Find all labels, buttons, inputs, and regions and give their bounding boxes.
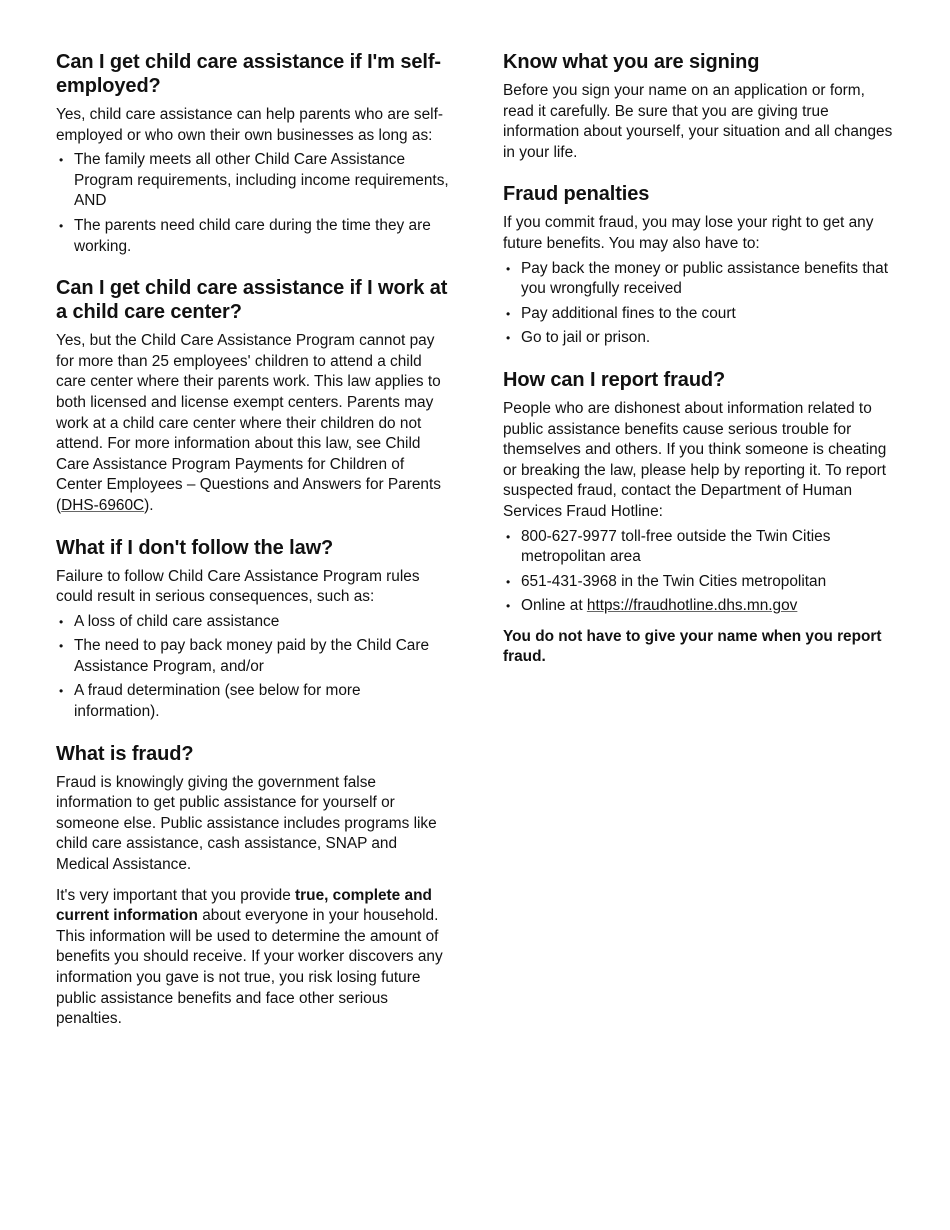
- section-what-is-fraud: [56, 742, 450, 1030]
- self-employed-intro: Yes, child care assistance can help parents who are self-employed or who own their own businesses as long as:: [56, 106, 443, 144]
- heading-child-care-center: Can I get child care assistance if I work at a child care center?: [56, 277, 448, 324]
- list-item: • Pay back the money or public assistance benefits that you wrongfully received: [503, 259, 897, 300]
- follow-law-intro: Failure to follow Child Care Assistance Program rules could result in serious consequences, such as:: [56, 567, 420, 606]
- list-item: • The family meets all other Child Care Assistance Program requirements, including income requirements, AND: [56, 150, 450, 212]
- right-column: [503, 50, 897, 687]
- list-item-online: [503, 596, 897, 617]
- heading-what-is-fraud: What is fraud?: [56, 742, 194, 765]
- list-item: • Go to jail or prison.: [503, 328, 897, 349]
- fraud-definition: Fraud is knowingly giving the government false information to get public assistance for yourself or someone else. Public assistance includes programs like child care assistance, cash assistance, SNAP and Medical Assistance.: [56, 773, 437, 874]
- know-signing-body: Before you sign your name on an application or form, read it carefully. Be sure that you are giving true information about yourself, your situation and all changes in your life.: [503, 82, 893, 161]
- section-follow-law: [56, 536, 450, 723]
- list-item: • A fraud determination (see below for more information).: [56, 681, 450, 722]
- dhs-6960c-link[interactable]: DHS-6960C: [61, 496, 145, 514]
- list-item: • A loss of child care assistance: [56, 612, 450, 633]
- self-employed-list: [56, 150, 450, 257]
- fraud-penalties-list: [503, 259, 897, 349]
- follow-law-list: [56, 612, 450, 723]
- section-child-care-center: [56, 276, 450, 516]
- report-fraud-body: People who are dishonest about information related to public assistance benefits cause serious trouble for themselves and others. If you think someone is cheating or breaking the law, please help by reporting it. To report suspected fraud, contact the Department of Human Services Fraud Hotline:: [503, 399, 887, 520]
- heading-fraud-penalties: Fraud penalties: [503, 183, 650, 206]
- heading-know-signing: Know what you are signing: [503, 51, 760, 73]
- section-report-fraud: [503, 368, 897, 668]
- fraud-penalties-intro: If you commit fraud, you may lose your right to get any future benefits. You may also have to:: [503, 214, 874, 252]
- child-care-center-text: Yes, but the Child Care Assistance Program cannot pay for more than 25 employees' children to attend a child care center where their parents work. This law applies to both licensed and license exempt centers. Parents may work at a child care center where their children do not attend. For more information about this law, see Child Care Assistance Program Payments for Children of Center Employees – Questions and Answers for Parents (: [56, 332, 441, 514]
- section-self-employed: [56, 50, 450, 257]
- child-care-center-text-end: ).: [144, 496, 154, 514]
- section-know-signing: [503, 50, 897, 163]
- heading-report-fraud: How can I report fraud?: [503, 368, 726, 391]
- online-prefix: Online at: [521, 597, 587, 615]
- fraud-hotline-link[interactable]: https://fraudhotline.dhs.mn.gov: [586, 597, 798, 615]
- left-column: [56, 50, 450, 1049]
- section-fraud-penalties: [503, 182, 897, 349]
- heading-self-employed: Can I get child care assistance if I'm self-employed?: [56, 51, 441, 97]
- fraud-importance-start: It's very important that you provide: [56, 886, 296, 904]
- fraud-importance: [56, 886, 450, 1030]
- list-item: • The need to pay back money paid by the Child Care Assistance Program, and/or: [56, 636, 450, 677]
- fraud-importance-bold: true, complete and current information: [56, 886, 432, 925]
- list-item: • The parents need child care during the time they are working.: [56, 216, 450, 257]
- report-fraud-closing: [503, 627, 897, 668]
- heading-follow-law: What if I don't follow the law?: [56, 536, 334, 559]
- list-item: • 651-431-3968 in the Twin Cities metropolitan: [503, 572, 897, 593]
- closing-bold: You do not have to give your name when you report fraud.: [503, 627, 882, 666]
- fraud-importance-end: about everyone in your household. This information will be used to determine the amount of benefits you should receive. If your worker discovers any information you gave is not true, you risk losing future public assistance benefits and face other serious penalties.: [56, 907, 443, 1028]
- child-care-center-body: [56, 331, 450, 516]
- report-fraud-list: [503, 527, 897, 617]
- list-item: • 800-627-9977 toll-free outside the Twin Cities metropolitan area: [503, 527, 897, 568]
- list-item: • Pay additional fines to the court: [503, 304, 897, 325]
